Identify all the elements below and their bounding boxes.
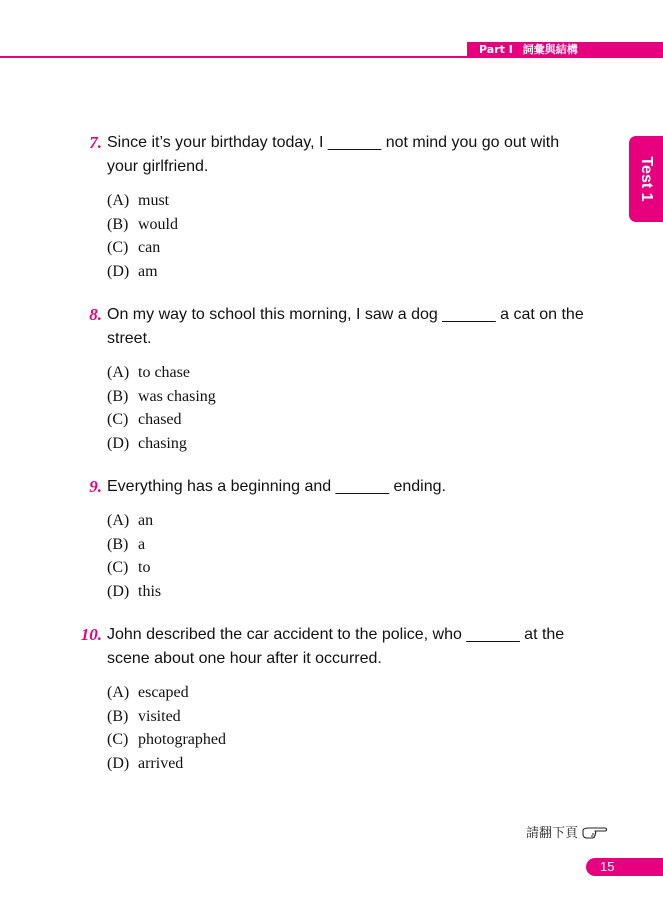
question-number: 9.: [89, 477, 102, 496]
test-side-tab-label: Test 1: [638, 156, 655, 202]
question-10: [70, 623, 590, 791]
option-text: chasing: [138, 434, 187, 452]
option-letter: (D): [107, 582, 130, 600]
option-letter: (B): [107, 387, 129, 405]
page-number: 15: [600, 859, 615, 874]
question-stem: Since it’s your birthday today, I ______ not mind you go out with your girlfriend.: [107, 134, 560, 175]
question-stem: John described the car accident to the police, who ______ at the scene about one hour after it occurred.: [107, 626, 565, 667]
option-list: [107, 361, 590, 455]
option-text: escaped: [138, 684, 189, 701]
option-text: chased: [138, 411, 182, 428]
question-number: 8.: [89, 305, 102, 324]
question-8: [70, 303, 590, 471]
option-text: a: [138, 535, 146, 553]
question-stem: Everything has a beginning and ______ ending.: [107, 478, 446, 495]
turn-page-note: [526, 822, 608, 841]
option-a: [107, 681, 590, 705]
option-text: to: [138, 559, 151, 576]
option-a: [107, 361, 590, 385]
option-letter: (B): [107, 215, 129, 233]
option-d: [107, 432, 590, 456]
option-d: [107, 580, 590, 604]
option-letter: (B): [107, 535, 129, 553]
option-b: [107, 533, 590, 557]
option-text: an: [138, 512, 154, 529]
option-text: must: [138, 192, 170, 209]
option-letter: (D): [107, 434, 130, 452]
header-section-tab: [467, 42, 663, 58]
question-number: 10.: [80, 625, 102, 644]
option-letter: (C): [107, 239, 129, 256]
option-c: [107, 236, 590, 260]
option-letter: (A): [107, 364, 130, 381]
option-c: [107, 728, 590, 752]
question-7: [70, 131, 590, 299]
option-letter: (C): [107, 559, 129, 576]
option-text: photographed: [138, 731, 226, 748]
option-a: [107, 509, 590, 533]
option-list: [107, 189, 590, 283]
option-letter: (C): [107, 411, 129, 428]
option-c: [107, 408, 590, 432]
pointing-hand-icon: [582, 825, 608, 839]
option-text: to chase: [138, 364, 190, 381]
page-number-tab: [586, 858, 663, 876]
question-stem: On my way to school this morning, I saw a dog ______ a cat on the street.: [107, 306, 584, 347]
option-text: arrived: [138, 754, 184, 772]
option-text: was chasing: [138, 387, 216, 405]
option-letter: (A): [107, 192, 130, 209]
test-side-tab: [629, 136, 663, 222]
option-b: [107, 385, 590, 409]
option-letter: (A): [107, 684, 130, 701]
option-letter: (B): [107, 707, 129, 725]
option-b: [107, 213, 590, 237]
option-text: visited: [138, 707, 181, 725]
header-section-label: 詞彙與結構: [522, 43, 578, 56]
option-d: [107, 752, 590, 776]
option-b: [107, 705, 590, 729]
option-list: [107, 509, 590, 603]
question-9: [70, 475, 590, 619]
option-text: am: [138, 262, 158, 280]
option-list: [107, 681, 590, 775]
option-text: this: [138, 582, 162, 600]
option-a: [107, 189, 590, 213]
option-text: can: [138, 239, 161, 256]
option-text: would: [138, 215, 178, 233]
header-part-label: Part I: [479, 43, 513, 56]
question-number: 7.: [89, 133, 102, 152]
option-d: [107, 260, 590, 284]
option-letter: (C): [107, 731, 129, 748]
option-letter: (A): [107, 512, 130, 529]
option-letter: (D): [107, 262, 130, 280]
option-c: [107, 556, 590, 580]
turn-page-label: 請翻下頁: [526, 826, 579, 841]
option-letter: (D): [107, 754, 130, 772]
